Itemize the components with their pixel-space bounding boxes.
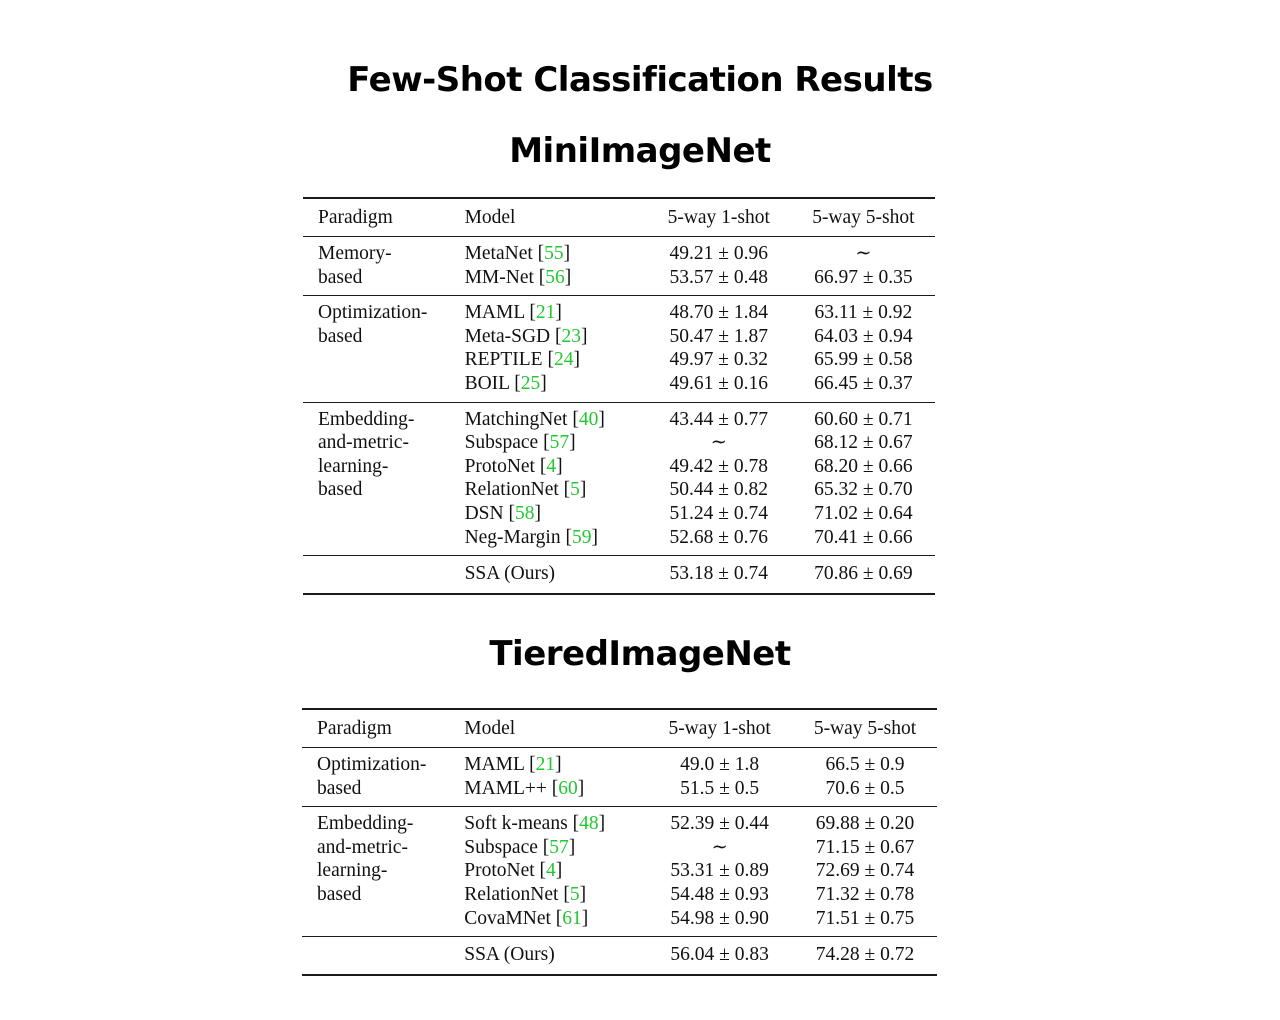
five-shot-accuracy: 70.6 ± 0.5 <box>825 777 905 799</box>
table-row <box>302 748 937 777</box>
model-name: ProtoNet <box>464 860 535 882</box>
one-shot-accuracy: 56.04 ± 0.83 <box>670 944 769 966</box>
table-row <box>303 237 935 266</box>
paradigm-label: Embedding- <box>318 408 415 430</box>
one-shot-accuracy: 51.5 ± 0.5 <box>680 777 760 799</box>
paradigm-label: based <box>318 325 363 347</box>
model-name: MAML++ <box>464 777 547 799</box>
citation-link[interactable]: 48 <box>579 813 599 835</box>
citation-link[interactable]: 21 <box>535 754 556 775</box>
model-name: REPTILE <box>464 349 543 371</box>
model-cell: CovaMNet [61] <box>464 907 589 929</box>
one-shot-accuracy: 51.24 ± 0.74 <box>669 502 768 524</box>
miniimagenet-title: MiniImageNet <box>509 131 771 171</box>
model-cell: Meta-SGD [23] <box>464 325 588 347</box>
five-shot-accuracy: 60.60 ± 0.71 <box>814 408 913 430</box>
model-name: SSA (Ours) <box>464 563 556 585</box>
one-shot-accuracy: 49.0 ± 1.8 <box>680 754 760 775</box>
paradigm-label: based <box>317 777 362 799</box>
paradigm-label: based <box>318 266 363 288</box>
five-shot-accuracy: 71.32 ± 0.78 <box>815 883 915 905</box>
five-shot-accuracy: 74.28 ± 0.72 <box>815 944 915 966</box>
one-shot-accuracy: 52.68 ± 0.76 <box>669 526 768 548</box>
header-paradigm: Paradigm <box>318 206 393 228</box>
header-5way-5shot: 5-way 5-shot <box>813 717 917 739</box>
paradigm-label: based <box>318 479 363 501</box>
paradigm-cell <box>303 402 465 556</box>
citation-link[interactable]: 59 <box>571 526 592 548</box>
paradigm-label: learning- <box>318 455 389 477</box>
citation-link[interactable]: 23 <box>561 325 582 347</box>
five-shot-accuracy: 66.5 ± 0.9 <box>825 754 905 775</box>
citation-link[interactable]: 5 <box>570 479 580 501</box>
model-cell: RelationNet [5] <box>464 479 587 501</box>
model-cell: DSN [58] <box>464 502 541 524</box>
table-row <box>302 807 937 836</box>
five-shot-accuracy: 65.99 ± 0.58 <box>814 349 913 371</box>
five-shot-accuracy: ∼ <box>855 243 872 264</box>
paradigm-label: Optimization- <box>317 754 427 775</box>
five-shot-accuracy: 68.12 ± 0.67 <box>814 432 913 454</box>
citation-link[interactable]: 57 <box>549 432 570 454</box>
ours-group <box>302 937 937 975</box>
one-shot-accuracy: 49.42 ± 0.78 <box>669 455 768 477</box>
one-shot-accuracy: 53.57 ± 0.48 <box>669 266 768 288</box>
one-shot-accuracy: 48.70 ± 1.84 <box>669 302 768 324</box>
citation-link[interactable]: 4 <box>546 455 557 477</box>
model-name: Soft k-means <box>464 813 568 835</box>
paradigm-group <box>302 807 937 937</box>
five-shot-accuracy: 71.51 ± 0.75 <box>815 907 915 929</box>
model-name: MAML <box>464 754 525 775</box>
model-name: SSA (Ours) <box>464 944 555 966</box>
paradigm-cell <box>302 937 464 975</box>
model-name: MetaNet <box>464 243 533 264</box>
citation-link[interactable]: 57 <box>549 836 569 858</box>
model-name: MatchingNet <box>464 408 568 430</box>
paradigm-group <box>302 748 937 807</box>
model-cell: MatchingNet [40] <box>464 408 605 430</box>
model-name: RelationNet <box>464 479 559 501</box>
paradigm-cell <box>303 556 465 594</box>
paradigm-label: Memory- <box>318 243 392 264</box>
model-cell: ProtoNet [4] <box>464 860 563 882</box>
one-shot-accuracy: 54.98 ± 0.90 <box>670 907 769 929</box>
five-shot-accuracy: 65.32 ± 0.70 <box>814 479 913 501</box>
model-name: Meta-SGD <box>464 325 551 347</box>
header-5way-5shot: 5-way 5-shot <box>812 206 915 228</box>
model-cell: Neg-Margin [59] <box>464 526 598 548</box>
model-cell: MAML [21] <box>464 754 562 775</box>
five-shot-accuracy: 71.02 ± 0.64 <box>814 502 913 524</box>
five-shot-accuracy: 70.41 ± 0.66 <box>814 526 913 548</box>
one-shot-accuracy: ∼ <box>710 432 727 454</box>
five-shot-accuracy: 63.11 ± 0.92 <box>814 302 913 324</box>
paradigm-cell <box>303 296 465 402</box>
model-cell: MAML [21] <box>464 302 562 324</box>
header-model: Model <box>464 717 516 739</box>
one-shot-accuracy: ∼ <box>711 836 728 858</box>
citation-link[interactable]: 58 <box>514 502 535 524</box>
paradigm-group <box>303 402 935 556</box>
paradigm-label: based <box>317 883 362 905</box>
five-shot-accuracy: 72.69 ± 0.74 <box>815 860 915 882</box>
model-name: MAML <box>464 302 525 324</box>
five-shot-accuracy: 68.20 ± 0.66 <box>814 455 913 477</box>
table-row <box>303 296 935 325</box>
ours-row <box>302 937 937 975</box>
model-name: Subspace <box>464 432 539 454</box>
ours-group <box>303 556 935 594</box>
paradigm-group <box>303 237 935 296</box>
five-shot-accuracy: 66.97 ± 0.35 <box>814 266 913 288</box>
paradigm-label: and-metric- <box>318 432 409 454</box>
header-5way-1shot: 5-way 1-shot <box>667 206 770 228</box>
header-paradigm: Paradigm <box>317 717 392 739</box>
citation-link[interactable]: 56 <box>545 266 565 288</box>
model-name: CovaMNet <box>464 907 551 929</box>
one-shot-accuracy: 53.18 ± 0.74 <box>669 563 768 585</box>
five-shot-accuracy: 66.45 ± 0.37 <box>814 372 913 394</box>
citation-link[interactable]: 25 <box>520 372 541 394</box>
header-5way-1shot: 5-way 1-shot <box>668 717 771 739</box>
header-model: Model <box>464 206 516 228</box>
paradigm-label: learning- <box>317 860 388 882</box>
one-shot-accuracy: 52.39 ± 0.44 <box>670 813 769 835</box>
model-cell: REPTILE [24] <box>464 349 580 371</box>
one-shot-accuracy: 50.47 ± 1.87 <box>669 325 768 347</box>
model-cell: MAML++ [60] <box>464 777 585 799</box>
model-name: ProtoNet <box>464 455 535 477</box>
model-cell: MM-Net [56] <box>464 266 572 288</box>
ours-row <box>303 556 935 594</box>
citation-link[interactable]: 24 <box>553 349 574 371</box>
paradigm-label: Embedding- <box>317 813 414 835</box>
model-cell: ProtoNet [4] <box>464 455 563 477</box>
miniimagenet-results-table <box>303 197 935 595</box>
model-name: MM-Net <box>464 266 534 288</box>
paradigm-label: Optimization- <box>318 302 428 324</box>
model-name: BOIL <box>464 372 510 394</box>
tieredimagenet-results-table <box>302 708 937 976</box>
model-name: RelationNet <box>464 883 559 905</box>
model-cell: RelationNet [5] <box>464 883 587 905</box>
page-title: Few-Shot Classification Results <box>347 60 933 100</box>
five-shot-accuracy: 64.03 ± 0.94 <box>814 325 913 347</box>
model-cell: BOIL [25] <box>464 372 547 394</box>
model-name: DSN <box>464 502 504 524</box>
citation-link[interactable]: 60 <box>558 777 578 799</box>
table-row <box>303 402 935 431</box>
one-shot-accuracy: 49.21 ± 0.96 <box>669 243 768 264</box>
one-shot-accuracy: 43.44 ± 0.77 <box>669 408 768 430</box>
one-shot-accuracy: 53.31 ± 0.89 <box>670 860 769 882</box>
five-shot-accuracy: 70.86 ± 0.69 <box>814 563 913 585</box>
paradigm-label: and-metric- <box>317 836 408 858</box>
one-shot-accuracy: 49.61 ± 0.16 <box>669 372 768 394</box>
one-shot-accuracy: 50.44 ± 0.82 <box>669 479 768 501</box>
paradigm-group <box>303 296 935 402</box>
model-name: Subspace <box>464 836 538 858</box>
model-cell: Soft k-means [48] <box>464 813 606 835</box>
model-cell: Subspace [57] <box>464 836 576 858</box>
table-header-row <box>303 198 935 237</box>
five-shot-accuracy: 71.15 ± 0.67 <box>815 836 915 858</box>
citation-link[interactable]: 40 <box>578 408 599 430</box>
one-shot-accuracy: 49.97 ± 0.32 <box>669 349 768 371</box>
paradigm-cell <box>303 237 465 296</box>
tieredimagenet-title: TieredImageNet <box>489 634 791 674</box>
paradigm-cell <box>302 807 464 937</box>
citation-link[interactable]: 21 <box>535 302 556 324</box>
citation-link[interactable]: 4 <box>546 860 556 882</box>
model-cell: MetaNet [55] <box>464 243 571 264</box>
citation-link[interactable]: 5 <box>569 883 580 905</box>
one-shot-accuracy: 54.48 ± 0.93 <box>670 883 769 905</box>
model-cell: Subspace [57] <box>464 432 576 454</box>
paradigm-cell <box>302 748 464 807</box>
five-shot-accuracy: 69.88 ± 0.20 <box>815 813 915 835</box>
model-name: Neg-Margin <box>464 526 561 548</box>
citation-link[interactable]: 61 <box>562 907 582 929</box>
table-header-row <box>302 709 937 748</box>
citation-link[interactable]: 55 <box>544 243 564 264</box>
